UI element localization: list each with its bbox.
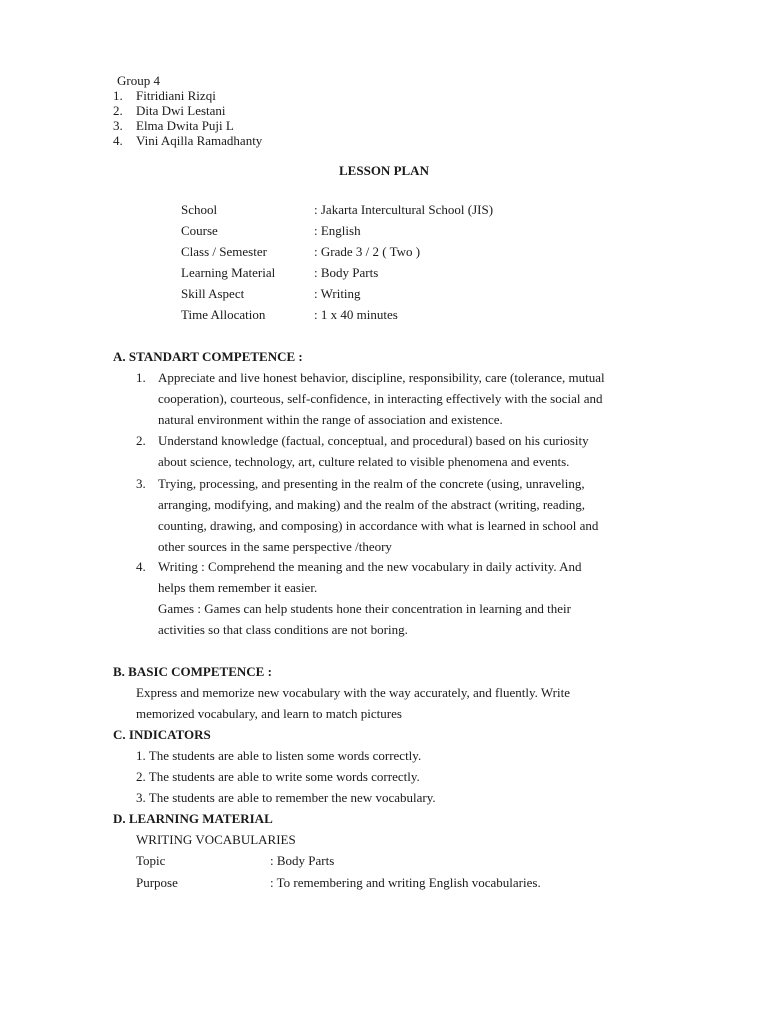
section-b-line: Express and memorize new vocabulary with the way accurately, and fluently. Write bbox=[136, 685, 570, 700]
member-name: Fitridiani Rizqi bbox=[136, 88, 216, 103]
list-item-line: Understand knowledge (factual, conceptual, and procedural) based on his curiosity bbox=[158, 433, 589, 448]
indicator-item: 3. The students are able to remember the new vocabulary. bbox=[136, 790, 436, 805]
info-value: : English bbox=[314, 223, 361, 238]
member-number: 2. bbox=[113, 103, 123, 118]
info-label: Skill Aspect bbox=[181, 286, 245, 301]
info-label: Learning Material bbox=[181, 265, 276, 280]
indicator-item: 2. The students are able to write some words correctly. bbox=[136, 769, 420, 784]
list-item-line: arranging, modifying, and making) and the realm of the abstract (writing, reading, bbox=[158, 497, 586, 512]
info-label: School bbox=[181, 202, 218, 217]
info-value: : Jakarta Intercultural School (JIS) bbox=[314, 202, 494, 217]
member-name: Vini Aqilla Ramadhanty bbox=[136, 133, 263, 148]
list-item-number: 2. bbox=[136, 433, 146, 448]
info-label: Class / Semester bbox=[181, 244, 267, 259]
list-item-number: 1. bbox=[136, 370, 146, 385]
material-label: Topic bbox=[136, 853, 166, 868]
section-a-heading: A. STANDART COMPETENCE : bbox=[113, 349, 303, 364]
list-item-number: 4. bbox=[136, 559, 146, 574]
material-value: : To remembering and writing English vocabularies. bbox=[270, 875, 541, 890]
document-title-text: LESSON PLAN bbox=[339, 163, 429, 178]
member-number: 3. bbox=[113, 118, 123, 133]
section-b-heading: B. BASIC COMPETENCE : bbox=[113, 664, 272, 679]
member-number: 4. bbox=[113, 133, 123, 148]
member-number: 1. bbox=[113, 88, 123, 103]
info-label: Course bbox=[181, 223, 218, 238]
document-title bbox=[0, 163, 768, 178]
list-item-line: Trying, processing, and presenting in the realm of the concrete (using, unraveling, bbox=[158, 476, 585, 491]
list-item-line: counting, drawing, and composing) in accordance with what is learned in school and bbox=[158, 518, 599, 533]
material-label: Purpose bbox=[136, 875, 178, 890]
list-item-line: cooperation), courteous, self-confidence, in interacting effectively with the social and bbox=[158, 391, 603, 406]
info-value: : Grade 3 / 2 ( Two ) bbox=[314, 244, 421, 259]
info-value: : 1 x 40 minutes bbox=[314, 307, 398, 322]
section-b-line: memorized vocabulary, and learn to match pictures bbox=[136, 706, 402, 721]
info-value: : Body Parts bbox=[314, 265, 379, 280]
list-item-line: Appreciate and live honest behavior, discipline, responsibility, care (tolerance, mutual bbox=[158, 370, 605, 385]
list-item-line: other sources in the same perspective /theory bbox=[158, 539, 392, 554]
list-item-line: Writing : Comprehend the meaning and the new vocabulary in daily activity. And bbox=[158, 559, 582, 574]
list-item-line: helps them remember it easier. bbox=[158, 580, 318, 595]
list-item-line: Games : Games can help students hone their concentration in learning and their bbox=[158, 601, 571, 616]
group-title: Group 4 bbox=[117, 73, 160, 88]
section-d-subheading: WRITING VOCABULARIES bbox=[136, 832, 296, 847]
info-label: Time Allocation bbox=[181, 307, 266, 322]
section-c-heading: C. INDICATORS bbox=[113, 727, 211, 742]
list-item-line: activities so that class conditions are not boring. bbox=[158, 622, 408, 637]
list-item-line: about science, technology, art, culture related to visible phenomena and events. bbox=[158, 454, 570, 469]
info-value: : Writing bbox=[314, 286, 361, 301]
section-d-heading: D. LEARNING MATERIAL bbox=[113, 811, 273, 826]
list-item-line: natural environment within the range of association and existence. bbox=[158, 412, 503, 427]
material-value: : Body Parts bbox=[270, 853, 335, 868]
member-name: Dita Dwi Lestani bbox=[136, 103, 226, 118]
member-name: Elma Dwita Puji L bbox=[136, 118, 234, 133]
indicator-item: 1. The students are able to listen some words correctly. bbox=[136, 748, 422, 763]
list-item-number: 3. bbox=[136, 476, 146, 491]
